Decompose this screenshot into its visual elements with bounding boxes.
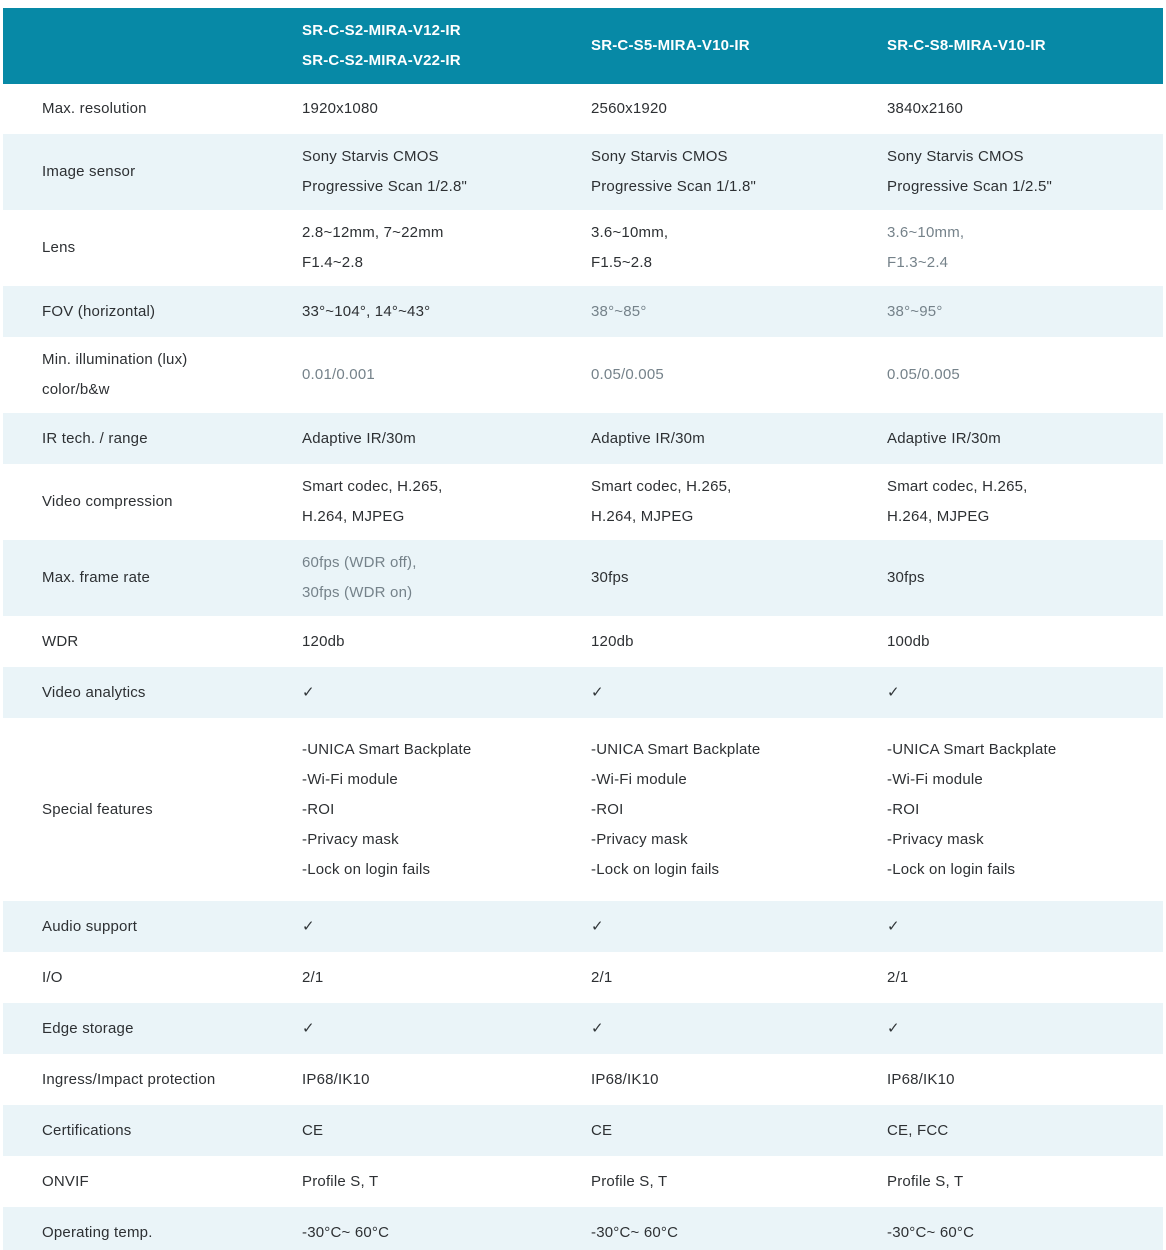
table-row — [3, 1003, 1163, 1054]
spec-value-cell — [264, 464, 553, 540]
cell-line: 0.01/0.001 — [302, 366, 375, 383]
cell-line: 120db — [302, 632, 345, 650]
cell-line: 30fps — [887, 569, 925, 586]
spec-value-cell — [849, 901, 1163, 952]
spec-row-label — [3, 616, 264, 667]
cell-line: Adaptive IR/30m — [591, 429, 705, 447]
cell-line: Smart codec, H.265, — [887, 478, 1028, 495]
spec-value-cell — [264, 84, 553, 134]
cell-line: Video compression — [42, 493, 173, 510]
cell-line: 38°~85° — [591, 302, 647, 320]
spec-value-cell — [849, 1003, 1163, 1054]
cell-line: Lens — [42, 239, 76, 256]
cell-line: Max. resolution — [42, 100, 147, 117]
spec-value-cell — [849, 337, 1163, 413]
spec-value-cell — [849, 84, 1163, 134]
cell-line: Special features — [42, 800, 153, 818]
table-row — [3, 84, 1163, 134]
spec-row-label — [3, 718, 264, 901]
cell-line: -Privacy mask — [591, 830, 688, 848]
cell-line: 1920x1080 — [302, 100, 379, 117]
cell-line: FOV (horizontal) — [42, 302, 156, 320]
spec-value-cell — [849, 134, 1163, 210]
cell-line: 60fps (WDR off), — [302, 554, 417, 571]
spec-row-label — [3, 1003, 264, 1054]
spec-value-cell — [553, 84, 849, 134]
cell-line: -ROI — [887, 800, 920, 818]
cell-line: H.264, MJPEG — [302, 508, 405, 525]
spec-value-cell — [553, 1105, 849, 1156]
spec-row-label — [3, 134, 264, 210]
cell-line: ONVIF — [42, 1172, 89, 1190]
cell-line: Operating temp. — [42, 1223, 153, 1241]
cell-line: Adaptive IR/30m — [302, 429, 416, 447]
table-row — [3, 464, 1163, 540]
spec-row-label — [3, 210, 264, 286]
cell-line: Adaptive IR/30m — [887, 429, 1001, 447]
spec-row-label — [3, 1105, 264, 1156]
cell-line: Video analytics — [42, 683, 146, 701]
table-row — [3, 1105, 1163, 1156]
cell-line: 2.8~12mm, 7~22mm — [302, 224, 444, 241]
checkmark-icon: ✓ — [302, 1019, 315, 1037]
spec-value-cell — [849, 718, 1163, 901]
cell-line: SR-C-S8-MIRA-V10-IR — [887, 37, 1046, 54]
spec-value-cell — [849, 616, 1163, 667]
spec-value-cell — [553, 464, 849, 540]
cell-line: -UNICA Smart Backplate — [302, 740, 472, 758]
spec-value-cell — [553, 1207, 849, 1250]
spec-value-cell — [264, 1054, 553, 1105]
cell-line: 3.6~10mm, — [591, 224, 669, 241]
cell-line: 38°~95° — [887, 302, 943, 320]
checkmark-icon: ✓ — [887, 917, 900, 935]
cell-line: SR-C-S5-MIRA-V10-IR — [591, 37, 750, 54]
spec-value-cell — [264, 616, 553, 667]
cell-line: Edge storage — [42, 1019, 134, 1037]
spec-value-cell — [264, 337, 553, 413]
table-row — [3, 1054, 1163, 1105]
cell-line: -Wi-Fi module — [591, 770, 687, 788]
spec-value-cell — [264, 1105, 553, 1156]
cell-line: F1.3~2.4 — [887, 254, 949, 271]
table-row — [3, 718, 1163, 901]
table-row — [3, 134, 1163, 210]
spec-row-label — [3, 413, 264, 464]
cell-line: 2/1 — [591, 968, 613, 986]
corner-header-cell — [3, 8, 264, 84]
spec-row-label — [3, 286, 264, 337]
table-header-row — [3, 8, 1163, 84]
cell-line: 2/1 — [887, 968, 909, 986]
cell-line: IP68/IK10 — [302, 1070, 370, 1088]
cell-line: Profile S, T — [591, 1172, 668, 1190]
checkmark-icon: ✓ — [302, 683, 315, 701]
spec-value-cell — [264, 413, 553, 464]
cell-line: Profile S, T — [887, 1172, 964, 1190]
spec-row-label — [3, 540, 264, 616]
cell-line: 100db — [887, 632, 930, 650]
column-header-model-name — [553, 8, 849, 84]
cell-line: I/O — [42, 968, 63, 986]
cell-line: -ROI — [591, 800, 624, 818]
cell-line: -Wi-Fi module — [302, 770, 398, 788]
cell-line: Smart codec, H.265, — [302, 478, 443, 495]
cell-line: Progressive Scan 1/2.8" — [302, 178, 468, 195]
spec-value-cell — [264, 210, 553, 286]
spec-value-cell — [849, 1054, 1163, 1105]
cell-line: Sony Starvis CMOS — [302, 148, 439, 165]
spec-value-cell — [264, 667, 553, 718]
cell-line: 30fps — [591, 569, 629, 586]
spec-value-cell — [553, 134, 849, 210]
spec-value-cell — [264, 718, 553, 901]
spec-value-cell — [264, 540, 553, 616]
table-row — [3, 540, 1163, 616]
spec-row-label — [3, 952, 264, 1003]
cell-line: -UNICA Smart Backplate — [887, 740, 1057, 758]
cell-line: IP68/IK10 — [887, 1070, 955, 1088]
spec-value-cell — [264, 286, 553, 337]
table-row — [3, 667, 1163, 718]
column-header-model-name — [849, 8, 1163, 84]
checkmark-icon: ✓ — [591, 917, 604, 935]
table-row — [3, 1207, 1163, 1250]
spec-value-cell — [553, 413, 849, 464]
cell-line: CE, FCC — [887, 1121, 949, 1139]
spec-value-cell — [553, 667, 849, 718]
spec-value-cell — [849, 413, 1163, 464]
spec-value-cell — [553, 286, 849, 337]
checkmark-icon: ✓ — [887, 1019, 900, 1037]
table-row — [3, 952, 1163, 1003]
cell-line: CE — [591, 1121, 613, 1139]
checkmark-icon: ✓ — [302, 917, 315, 935]
spec-value-cell — [553, 616, 849, 667]
table-row — [3, 1156, 1163, 1207]
cell-line: SR-C-S2-MIRA-V22-IR — [302, 52, 461, 69]
spec-row-label — [3, 1054, 264, 1105]
table-row — [3, 286, 1163, 337]
checkmark-icon: ✓ — [591, 1019, 604, 1037]
cell-line: color/b&w — [42, 381, 110, 398]
cell-line: -30°C~ 60°C — [591, 1223, 679, 1241]
spec-value-cell — [553, 1054, 849, 1105]
spec-value-cell — [849, 667, 1163, 718]
cell-line: 2/1 — [302, 968, 324, 986]
cell-line: H.264, MJPEG — [591, 508, 694, 525]
cell-line: IP68/IK10 — [591, 1070, 659, 1088]
column-header-model-name — [264, 8, 553, 84]
spec-value-cell — [849, 1105, 1163, 1156]
spec-value-cell — [553, 718, 849, 901]
cell-line: 120db — [591, 632, 634, 650]
spec-value-cell — [553, 1003, 849, 1054]
cell-line: -UNICA Smart Backplate — [591, 740, 761, 758]
spec-value-cell — [849, 952, 1163, 1003]
cell-line: -Wi-Fi module — [887, 770, 983, 788]
cell-line: -Privacy mask — [302, 830, 399, 848]
spec-value-cell — [264, 901, 553, 952]
spec-value-cell — [849, 540, 1163, 616]
checkmark-icon: ✓ — [887, 683, 900, 701]
table-row — [3, 901, 1163, 952]
spec-value-cell — [553, 210, 849, 286]
cell-line: F1.5~2.8 — [591, 254, 653, 271]
table-row — [3, 413, 1163, 464]
cell-line: Ingress/Impact protection — [42, 1070, 216, 1088]
table-row — [3, 210, 1163, 286]
spec-value-cell — [849, 286, 1163, 337]
spec-value-cell — [553, 901, 849, 952]
spec-value-cell — [264, 1156, 553, 1207]
cell-line: Audio support — [42, 917, 138, 935]
spec-row-label — [3, 84, 264, 134]
cell-line: 3840x2160 — [887, 100, 964, 117]
cell-line: 33°~104°, 14°~43° — [302, 302, 431, 320]
cell-line: Sony Starvis CMOS — [887, 148, 1024, 165]
cell-line: Smart codec, H.265, — [591, 478, 732, 495]
cell-line: WDR — [42, 632, 79, 650]
cell-line: F1.4~2.8 — [302, 254, 364, 271]
spec-value-cell — [264, 1003, 553, 1054]
spec-value-cell — [849, 464, 1163, 540]
spec-row-label — [3, 667, 264, 718]
spec-value-cell — [553, 952, 849, 1003]
table-row — [3, 616, 1163, 667]
cell-line: Progressive Scan 1/2.5" — [887, 178, 1053, 195]
cell-line: 0.05/0.005 — [591, 366, 664, 383]
cell-line: -Privacy mask — [887, 830, 984, 848]
cell-line: 30fps (WDR on) — [302, 584, 413, 601]
cell-line: CE — [302, 1121, 324, 1139]
spec-value-cell — [553, 337, 849, 413]
cell-line: Sony Starvis CMOS — [591, 148, 728, 165]
spec-value-cell — [264, 134, 553, 210]
cell-line: Min. illumination (lux) — [42, 351, 188, 368]
spec-row-label — [3, 901, 264, 952]
spec-row-label — [3, 1207, 264, 1250]
cell-line: SR-C-S2-MIRA-V12-IR — [302, 22, 461, 39]
table-row — [3, 337, 1163, 413]
cell-line: -ROI — [302, 800, 335, 818]
cell-line: Progressive Scan 1/1.8" — [591, 178, 757, 195]
spec-value-cell — [553, 540, 849, 616]
cell-line: Image sensor — [42, 163, 136, 180]
cell-line: -Lock on login fails — [591, 860, 720, 878]
spec-value-cell — [849, 1156, 1163, 1207]
spec-row-label — [3, 464, 264, 540]
cell-line: Certifications — [42, 1121, 132, 1139]
cell-line: -Lock on login fails — [887, 860, 1016, 878]
cell-line: -30°C~ 60°C — [887, 1223, 975, 1241]
table-body — [3, 84, 1163, 1250]
cell-line: 3.6~10mm, — [887, 224, 965, 241]
cell-line: IR tech. / range — [42, 429, 148, 447]
cell-line: Profile S, T — [302, 1172, 379, 1190]
spec-value-cell — [264, 1207, 553, 1250]
cell-line: 0.05/0.005 — [887, 366, 960, 383]
spec-value-cell — [849, 1207, 1163, 1250]
cell-line: 2560x1920 — [591, 100, 668, 117]
checkmark-icon: ✓ — [591, 683, 604, 701]
spec-value-cell — [553, 1156, 849, 1207]
spec-row-label — [3, 1156, 264, 1207]
cell-line: H.264, MJPEG — [887, 508, 990, 525]
cell-line: -30°C~ 60°C — [302, 1223, 390, 1241]
cell-line: Max. frame rate — [42, 569, 151, 586]
spec-value-cell — [264, 952, 553, 1003]
spec-value-cell — [849, 210, 1163, 286]
cell-line: -Lock on login fails — [302, 860, 431, 878]
spec-row-label — [3, 337, 264, 413]
